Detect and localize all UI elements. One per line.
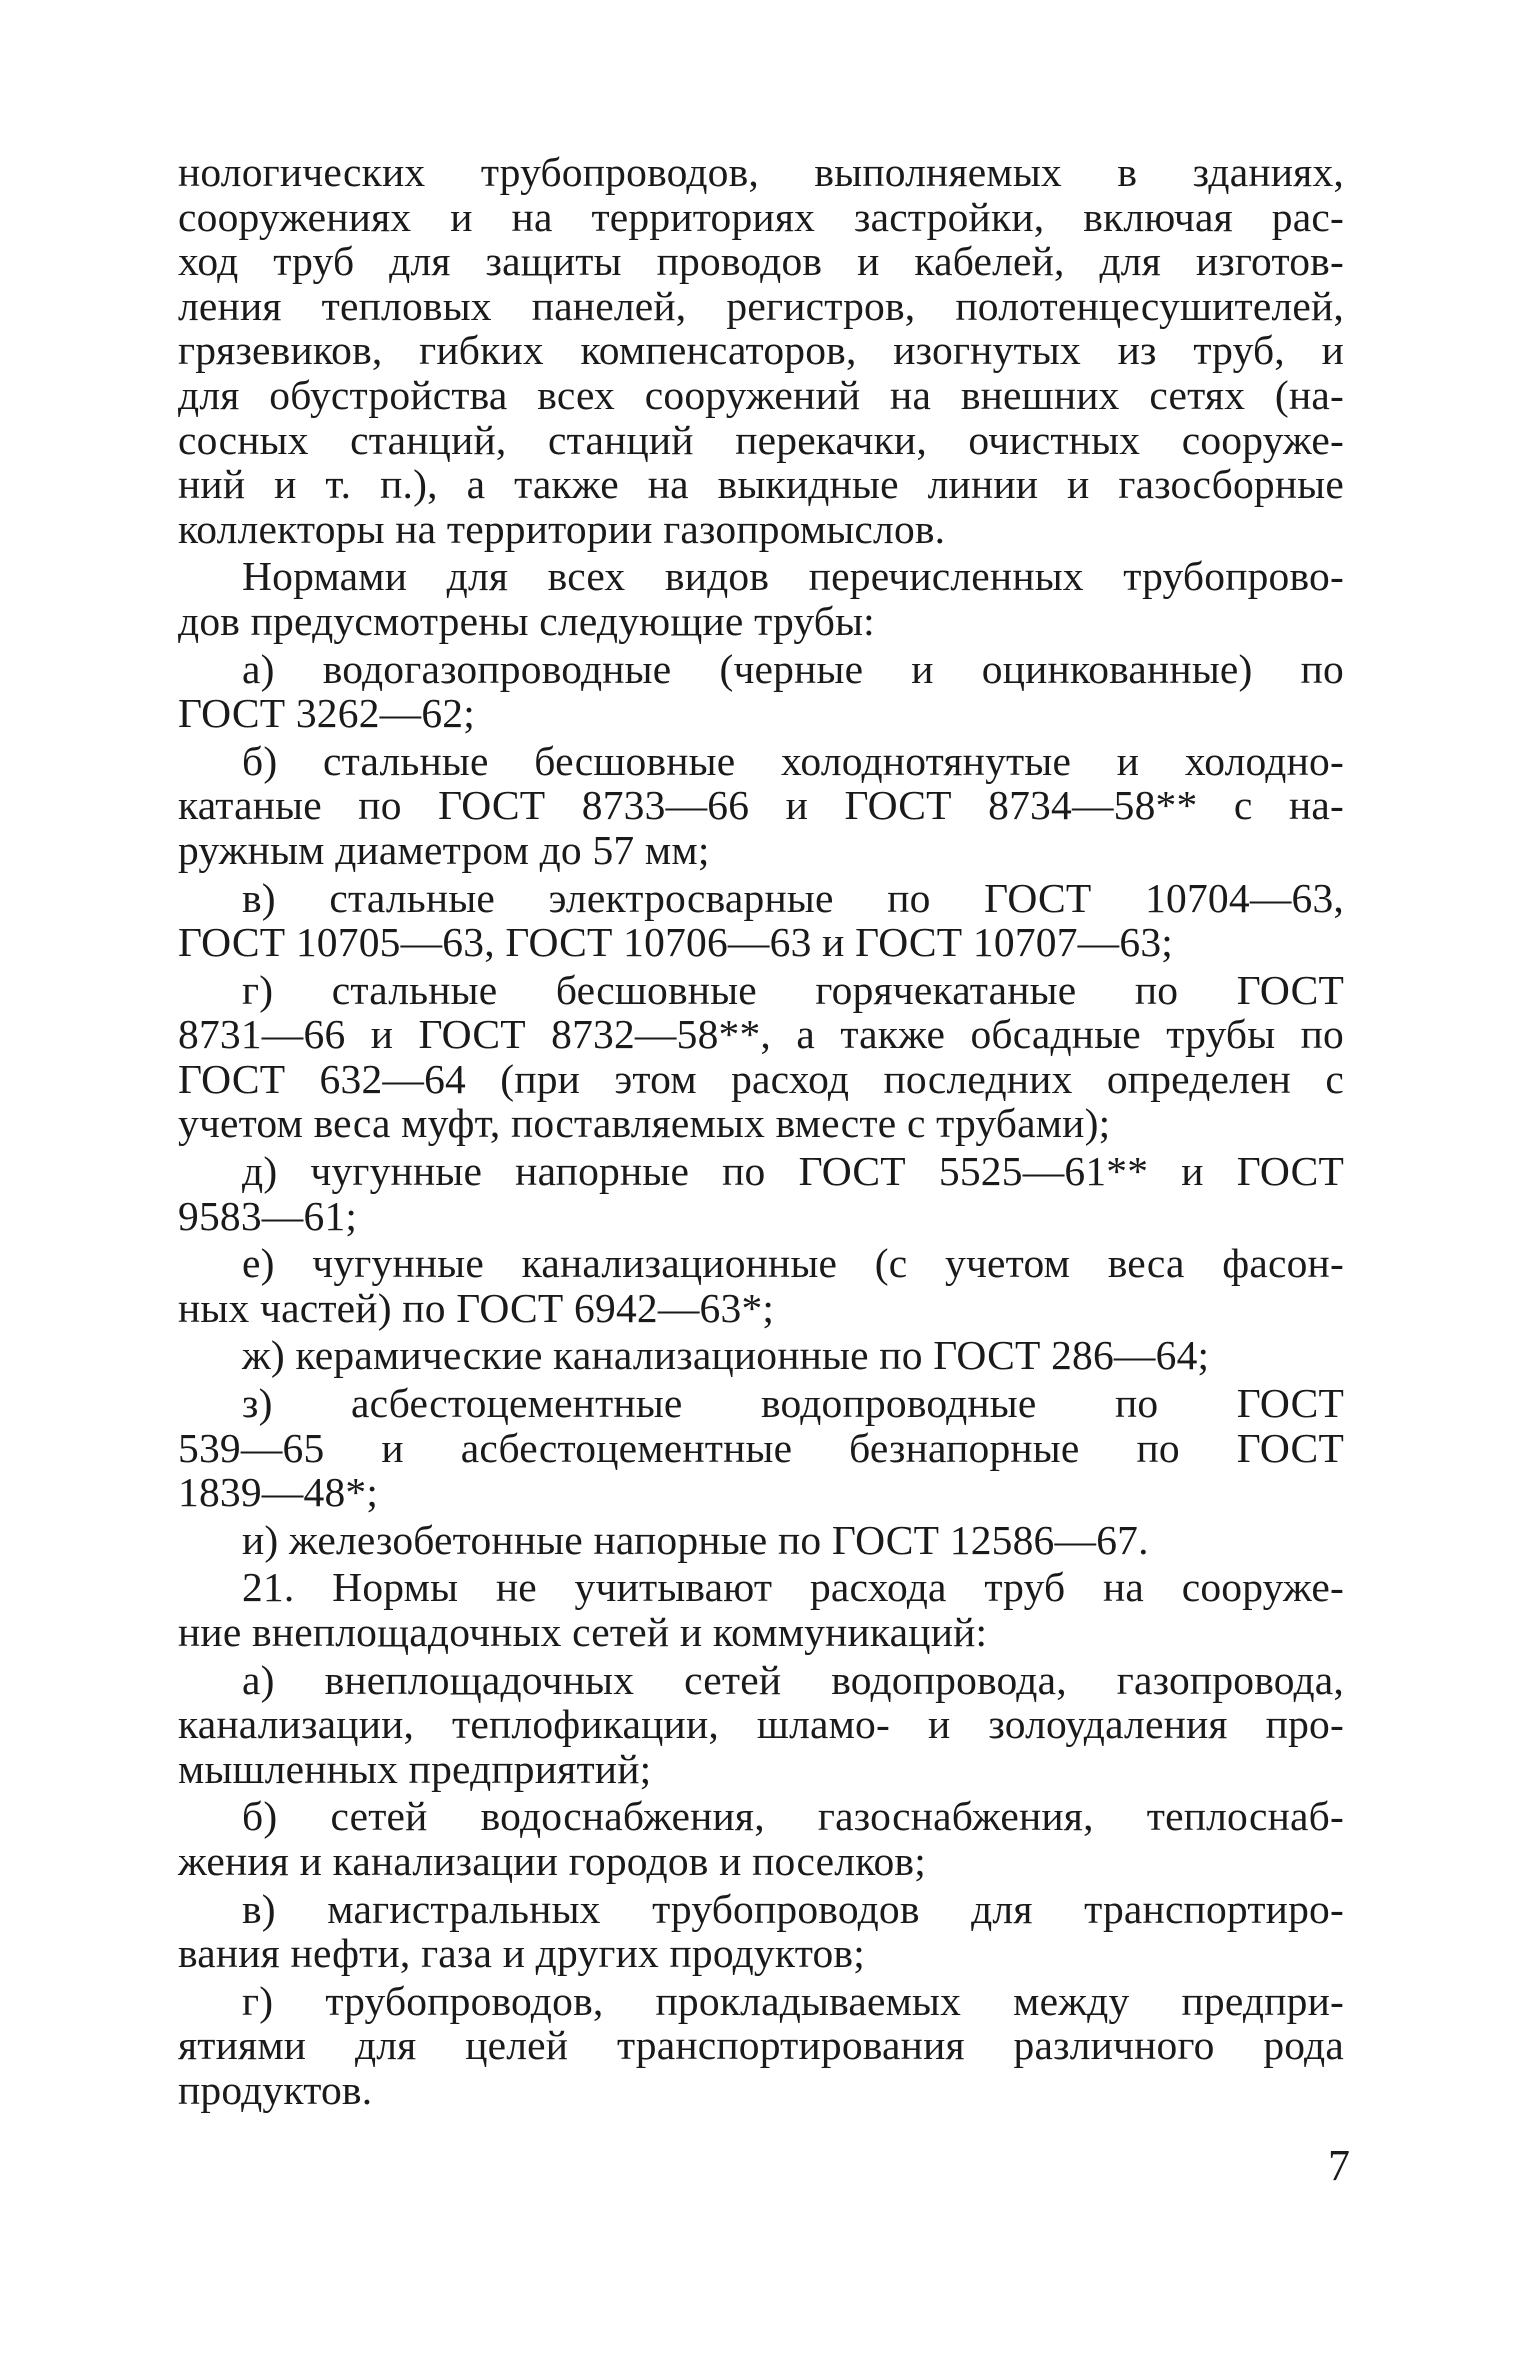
text-line: 1839—48*; (178, 1469, 379, 1516)
paragraph (178, 1979, 1344, 2113)
text-line: ятиями для целей транспортирования различного рода (178, 2022, 1344, 2069)
text-line: для обустройства всех сооружений на внешних сетях (на- (178, 371, 1344, 418)
text-line: а) водогазопроводные (черные и оцинкованные) по (242, 645, 1344, 692)
paragraph (178, 1333, 1344, 1378)
text-line: Нормами для всех видов перечисленных трубопрово- (242, 553, 1344, 600)
paragraph (178, 876, 1344, 965)
text-line: ных частей) по ГОСТ 6942—63*; (178, 1284, 775, 1331)
text-line: грязевиков, гибких компенсаторов, изогнутых из труб, и (178, 327, 1344, 374)
text-line: учетом веса муфт, поставляемых вместе с трубами); (178, 1100, 1111, 1147)
text-line: ж) керамические канализационные по ГОСТ 286—64; (242, 1332, 1210, 1379)
paragraph (178, 1565, 1344, 1654)
paragraph (178, 150, 1344, 551)
text-line: катаные по ГОСТ 8733—66 и ГОСТ 8734—58** с на- (178, 782, 1344, 829)
text-line: жения и канализации городов и поселков; (178, 1837, 926, 1884)
text-line: а) внеплощадочных сетей водопровода, газопровода, (242, 1656, 1344, 1703)
text-line: 8731—66 и ГОСТ 8732—58**, а также обсадные трубы по (178, 1011, 1344, 1058)
paragraph (178, 1149, 1344, 1238)
paragraph (178, 1381, 1344, 1515)
text-line: ления тепловых панелей, регистров, полотенцесушителей, (178, 282, 1344, 329)
text-line: продуктов. (178, 2066, 373, 2113)
paragraph (178, 1658, 1344, 1792)
text-line: дов предусмотрены следующие трубы: (178, 597, 875, 644)
text-line: ние внеплощадочных сетей и коммуникаций: (178, 1609, 988, 1655)
page-body (178, 150, 1344, 2116)
text-line: ГОСТ 3262—62; (178, 690, 475, 737)
text-line: ГОСТ 10705—63, ГОСТ 10706—63 и ГОСТ 10707—63; (178, 919, 1174, 966)
paragraph (178, 1887, 1344, 1976)
text-line: в) стальные электросварные по ГОСТ 10704—63, (242, 874, 1344, 921)
text-line: ружным диаметром до 57 мм; (178, 826, 710, 873)
text-line: сосных станций, станций перекачки, очистных сооруже- (178, 416, 1344, 463)
text-line: г) трубопроводов, прокладываемых между предпри- (242, 1977, 1344, 2024)
paragraph (178, 1794, 1344, 1883)
text-line: вания нефти, газа и других продуктов; (178, 1930, 865, 1977)
paragraph (178, 647, 1344, 736)
text-line: з) асбестоцементные водопроводные по ГОСТ (242, 1380, 1344, 1427)
text-line: канализации, теплофикации, шламо- и золоудаления про- (178, 1701, 1344, 1748)
text-line: ход труб для защиты проводов и кабелей, для изготов- (178, 238, 1344, 285)
text-line: г) стальные бесшовные горячекатаные по ГОСТ (242, 966, 1344, 1013)
paragraph (178, 968, 1344, 1146)
text-line: е) чугунные канализационные (с учетом веса фасон- (242, 1240, 1344, 1287)
paragraph (178, 1241, 1344, 1330)
text-line: ний и т. п.), а также на выкидные линии и газосборные (178, 461, 1344, 508)
text-line: 539—65 и асбестоцементные безнапорные по ГОСТ (178, 1424, 1344, 1471)
paragraph (178, 739, 1344, 873)
text-line: и) железобетонные напорные по ГОСТ 12586—67. (242, 1516, 1149, 1563)
text-line: 9583—61; (178, 1192, 358, 1239)
text-line: д) чугунные напорные по ГОСТ 5525—61** и ГОСТ (242, 1148, 1344, 1195)
text-line: нологических трубопроводов, выполняемых в зданиях, (178, 149, 1344, 195)
page-number: 7 (1328, 2141, 1350, 2190)
text-line: б) стальные бесшовные холоднотянутые и холодно- (242, 737, 1344, 784)
text-line: в) магистральных трубопроводов для транспортиро- (242, 1885, 1344, 1932)
text-line: коллекторы на территории газопромыслов. (178, 505, 946, 552)
text-line: мышленных предприятий; (178, 1745, 652, 1792)
paragraph-gap (178, 2113, 1344, 2116)
text-line: б) сетей водоснабжения, газоснабжения, теплоснаб- (242, 1793, 1344, 1840)
text-line: сооружениях и на территориях застройки, включая рас- (178, 193, 1344, 240)
text-line: 21. Нормы не учитывают расхода труб на сооруже- (242, 1564, 1344, 1611)
paragraph (178, 1518, 1344, 1563)
paragraph (178, 554, 1344, 643)
text-line: ГОСТ 632—64 (при этом расход последних определен с (178, 1055, 1344, 1102)
